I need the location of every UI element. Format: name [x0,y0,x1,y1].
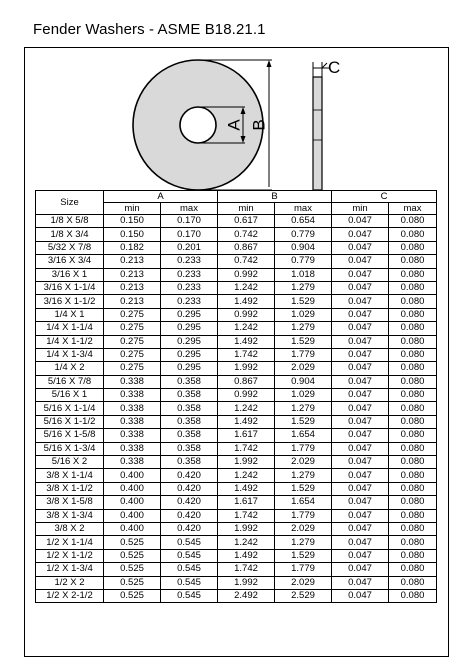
table-row [36,295,437,308]
b-min-cell: 1.742 [218,348,275,361]
b-max-cell: 1.529 [275,482,332,495]
b-min-cell: 0.742 [218,228,275,241]
table-row [36,442,437,455]
size-cell: 3/16 X 1 [36,268,104,281]
a-max-cell: 0.358 [161,456,218,469]
b-max-cell: 0.654 [275,215,332,228]
sub-header: max [161,203,218,215]
b-min-cell: 1.492 [218,295,275,308]
label-c: C [328,58,341,77]
table-row [36,576,437,589]
b-min-cell: 0.992 [218,308,275,321]
c-max-cell: 0.080 [389,563,437,576]
a-min-cell: 0.400 [104,482,161,495]
a-min-cell: 0.400 [104,522,161,535]
c-max-cell: 0.080 [389,482,437,495]
c-min-cell: 0.047 [332,308,389,321]
a-min-cell: 0.338 [104,442,161,455]
c-min-cell: 0.047 [332,255,389,268]
a-max-cell: 0.233 [161,268,218,281]
size-cell: 1/4 X 1-1/2 [36,335,104,348]
a-max-cell: 0.420 [161,496,218,509]
size-cell: 1/2 X 2-1/2 [36,589,104,602]
c-min-cell: 0.047 [332,549,389,562]
table-row [36,268,437,281]
c-max-cell: 0.080 [389,335,437,348]
b-max-cell: 1.279 [275,402,332,415]
a-max-cell: 0.233 [161,281,218,294]
a-max-cell: 0.358 [161,415,218,428]
a-min-cell: 0.338 [104,389,161,402]
b-max-cell: 2.029 [275,456,332,469]
size-cell: 5/16 X 7/8 [36,375,104,388]
a-min-cell: 0.213 [104,255,161,268]
c-min-cell: 0.047 [332,589,389,602]
table-row [36,415,437,428]
a-min-cell: 0.182 [104,241,161,254]
size-cell: 1/2 X 1-1/4 [36,536,104,549]
a-max-cell: 0.295 [161,362,218,375]
label-a: A [224,119,244,131]
size-cell: 3/8 X 1-1/2 [36,482,104,495]
a-max-cell: 0.545 [161,589,218,602]
c-max-cell: 0.080 [389,576,437,589]
b-max-cell: 1.779 [275,442,332,455]
c-max-cell: 0.080 [389,509,437,522]
b-min-cell: 1.992 [218,576,275,589]
b-min-cell: 1.492 [218,549,275,562]
b-max-cell: 0.904 [275,375,332,388]
washer-side-view [313,77,322,190]
size-header: Size [36,191,104,215]
table-row [36,322,437,335]
dimensions-table [35,190,437,603]
a-max-cell: 0.420 [161,522,218,535]
size-cell: 5/16 X 2 [36,456,104,469]
b-min-cell: 1.242 [218,402,275,415]
table-row [36,536,437,549]
c-min-cell: 0.047 [332,563,389,576]
a-max-cell: 0.358 [161,389,218,402]
a-min-cell: 0.400 [104,496,161,509]
b-max-cell: 1.029 [275,308,332,321]
group-header-c: C [332,191,437,203]
a-max-cell: 0.545 [161,576,218,589]
sub-header: max [389,203,437,215]
c-max-cell: 0.080 [389,389,437,402]
a-max-cell: 0.545 [161,563,218,576]
c-max-cell: 0.080 [389,295,437,308]
c-max-cell: 0.080 [389,549,437,562]
table-row [36,228,437,241]
c-max-cell: 0.080 [389,255,437,268]
a-min-cell: 0.275 [104,335,161,348]
size-cell: 1/2 X 1-1/2 [36,549,104,562]
table-row [36,362,437,375]
b-min-cell: 0.867 [218,241,275,254]
table-row [36,255,437,268]
a-max-cell: 0.170 [161,228,218,241]
c-min-cell: 0.047 [332,536,389,549]
c-min-cell: 0.047 [332,496,389,509]
a-max-cell: 0.233 [161,295,218,308]
group-header-b: B [218,191,332,203]
b-min-cell: 1.617 [218,429,275,442]
a-max-cell: 0.201 [161,241,218,254]
size-cell: 1/4 X 1-1/4 [36,322,104,335]
sub-header: min [104,203,161,215]
size-cell: 1/2 X 1-3/4 [36,563,104,576]
c-min-cell: 0.047 [332,241,389,254]
b-max-cell: 1.279 [275,469,332,482]
a-max-cell: 0.545 [161,549,218,562]
table-row [36,375,437,388]
size-cell: 1/8 X 3/4 [36,228,104,241]
b-max-cell: 1.029 [275,389,332,402]
size-cell: 5/16 X 1-5/8 [36,429,104,442]
a-max-cell: 0.358 [161,442,218,455]
b-min-cell: 0.742 [218,255,275,268]
c-max-cell: 0.080 [389,522,437,535]
a-max-cell: 0.358 [161,402,218,415]
table-row [36,348,437,361]
a-min-cell: 0.275 [104,348,161,361]
table-row [36,389,437,402]
c-min-cell: 0.047 [332,576,389,589]
a-min-cell: 0.525 [104,563,161,576]
b-max-cell: 2.529 [275,589,332,602]
c-min-cell: 0.047 [332,415,389,428]
table-body [36,215,437,603]
size-cell: 5/16 X 1-3/4 [36,442,104,455]
a-min-cell: 0.525 [104,536,161,549]
size-cell: 3/8 X 1-3/4 [36,509,104,522]
a-min-cell: 0.525 [104,549,161,562]
a-max-cell: 0.170 [161,215,218,228]
table-row [36,456,437,469]
group-header-a: A [104,191,218,203]
size-cell: 5/16 X 1 [36,389,104,402]
c-min-cell: 0.047 [332,389,389,402]
a-min-cell: 0.400 [104,509,161,522]
a-min-cell: 0.150 [104,215,161,228]
table-row [36,308,437,321]
a-max-cell: 0.295 [161,348,218,361]
c-min-cell: 0.047 [332,469,389,482]
page-title: Fender Washers - ASME B18.21.1 [33,21,266,38]
a-min-cell: 0.338 [104,415,161,428]
c-max-cell: 0.080 [389,268,437,281]
b-max-cell: 1.529 [275,295,332,308]
a-min-cell: 0.338 [104,402,161,415]
size-cell: 5/32 X 7/8 [36,241,104,254]
size-cell: 1/4 X 1-3/4 [36,348,104,361]
table-row [36,589,437,602]
b-min-cell: 1.617 [218,496,275,509]
b-min-cell: 2.492 [218,589,275,602]
b-min-cell: 1.992 [218,456,275,469]
header-row-groups [36,191,437,203]
a-max-cell: 0.233 [161,255,218,268]
label-b: B [249,119,269,131]
c-max-cell: 0.080 [389,348,437,361]
a-min-cell: 0.275 [104,308,161,321]
b-max-cell: 1.529 [275,549,332,562]
c-max-cell: 0.080 [389,215,437,228]
size-cell: 5/16 X 1-1/2 [36,415,104,428]
b-max-cell: 1.654 [275,429,332,442]
a-max-cell: 0.295 [161,322,218,335]
b-min-cell: 1.242 [218,469,275,482]
washer-diagram [0,0,474,190]
b-min-cell: 1.742 [218,509,275,522]
b-max-cell: 2.029 [275,576,332,589]
b-max-cell: 0.779 [275,255,332,268]
b-min-cell: 1.742 [218,442,275,455]
a-max-cell: 0.295 [161,335,218,348]
a-min-cell: 0.150 [104,228,161,241]
c-min-cell: 0.047 [332,335,389,348]
sub-header: min [218,203,275,215]
b-max-cell: 1.654 [275,496,332,509]
a-max-cell: 0.545 [161,536,218,549]
c-max-cell: 0.080 [389,322,437,335]
b-max-cell: 1.529 [275,415,332,428]
table-row [36,281,437,294]
c-max-cell: 0.080 [389,536,437,549]
b-min-cell: 1.492 [218,482,275,495]
c-max-cell: 0.080 [389,228,437,241]
size-cell: 1/4 X 2 [36,362,104,375]
c-min-cell: 0.047 [332,522,389,535]
sub-header: max [275,203,332,215]
c-min-cell: 0.047 [332,281,389,294]
a-max-cell: 0.358 [161,429,218,442]
a-min-cell: 0.338 [104,456,161,469]
b-min-cell: 1.242 [218,536,275,549]
size-cell: 5/16 X 1-1/4 [36,402,104,415]
b-min-cell: 1.492 [218,415,275,428]
a-min-cell: 0.400 [104,469,161,482]
b-min-cell: 0.617 [218,215,275,228]
c-max-cell: 0.080 [389,442,437,455]
table-row [36,429,437,442]
a-max-cell: 0.358 [161,375,218,388]
c-max-cell: 0.080 [389,281,437,294]
b-min-cell: 1.492 [218,335,275,348]
a-min-cell: 0.213 [104,268,161,281]
c-min-cell: 0.047 [332,402,389,415]
c-max-cell: 0.080 [389,496,437,509]
c-min-cell: 0.047 [332,228,389,241]
b-max-cell: 1.279 [275,281,332,294]
c-max-cell: 0.080 [389,375,437,388]
a-min-cell: 0.213 [104,281,161,294]
c-min-cell: 0.047 [332,322,389,335]
size-cell: 1/4 X 1 [36,308,104,321]
b-max-cell: 1.018 [275,268,332,281]
c-max-cell: 0.080 [389,429,437,442]
b-min-cell: 0.992 [218,268,275,281]
c-max-cell: 0.080 [389,402,437,415]
sub-header: min [332,203,389,215]
table-row [36,563,437,576]
b-max-cell: 2.029 [275,362,332,375]
b-min-cell: 0.992 [218,389,275,402]
c-min-cell: 0.047 [332,268,389,281]
c-min-cell: 0.047 [332,295,389,308]
c-min-cell: 0.047 [332,362,389,375]
c-min-cell: 0.047 [332,348,389,361]
c-min-cell: 0.047 [332,482,389,495]
table-row [36,482,437,495]
b-min-cell: 1.242 [218,281,275,294]
size-cell: 1/8 X 5/8 [36,215,104,228]
table-row [36,469,437,482]
a-min-cell: 0.275 [104,362,161,375]
c-min-cell: 0.047 [332,456,389,469]
c-max-cell: 0.080 [389,469,437,482]
b-min-cell: 1.242 [218,322,275,335]
size-cell: 3/16 X 3/4 [36,255,104,268]
b-max-cell: 2.029 [275,522,332,535]
size-cell: 1/2 X 2 [36,576,104,589]
c-min-cell: 0.047 [332,429,389,442]
c-min-cell: 0.047 [332,509,389,522]
b-max-cell: 1.529 [275,335,332,348]
c-max-cell: 0.080 [389,415,437,428]
b-max-cell: 1.779 [275,563,332,576]
c-min-cell: 0.047 [332,442,389,455]
table-row [36,215,437,228]
b-max-cell: 0.779 [275,228,332,241]
table-row [36,496,437,509]
table-row [36,241,437,254]
c-min-cell: 0.047 [332,215,389,228]
b-min-cell: 1.992 [218,522,275,535]
c-min-cell: 0.047 [332,375,389,388]
c-max-cell: 0.080 [389,362,437,375]
size-cell: 3/8 X 1-1/4 [36,469,104,482]
table-row [36,509,437,522]
a-min-cell: 0.338 [104,375,161,388]
a-min-cell: 0.213 [104,295,161,308]
a-max-cell: 0.420 [161,469,218,482]
c-max-cell: 0.080 [389,589,437,602]
a-min-cell: 0.525 [104,589,161,602]
a-max-cell: 0.420 [161,509,218,522]
size-cell: 3/8 X 2 [36,522,104,535]
b-max-cell: 1.779 [275,348,332,361]
b-min-cell: 1.742 [218,563,275,576]
b-max-cell: 1.279 [275,322,332,335]
size-cell: 3/8 X 1-5/8 [36,496,104,509]
b-max-cell: 1.279 [275,536,332,549]
c-max-cell: 0.080 [389,241,437,254]
washer-hole [180,107,216,143]
c-max-cell: 0.080 [389,308,437,321]
table-row [36,549,437,562]
table-row [36,335,437,348]
a-min-cell: 0.338 [104,429,161,442]
b-max-cell: 1.779 [275,509,332,522]
b-min-cell: 0.867 [218,375,275,388]
b-max-cell: 0.904 [275,241,332,254]
a-max-cell: 0.420 [161,482,218,495]
table-row [36,402,437,415]
a-max-cell: 0.295 [161,308,218,321]
b-min-cell: 1.992 [218,362,275,375]
a-min-cell: 0.275 [104,322,161,335]
size-cell: 3/16 X 1-1/4 [36,281,104,294]
size-cell: 3/16 X 1-1/2 [36,295,104,308]
c-max-cell: 0.080 [389,456,437,469]
a-min-cell: 0.525 [104,576,161,589]
table-row [36,522,437,535]
